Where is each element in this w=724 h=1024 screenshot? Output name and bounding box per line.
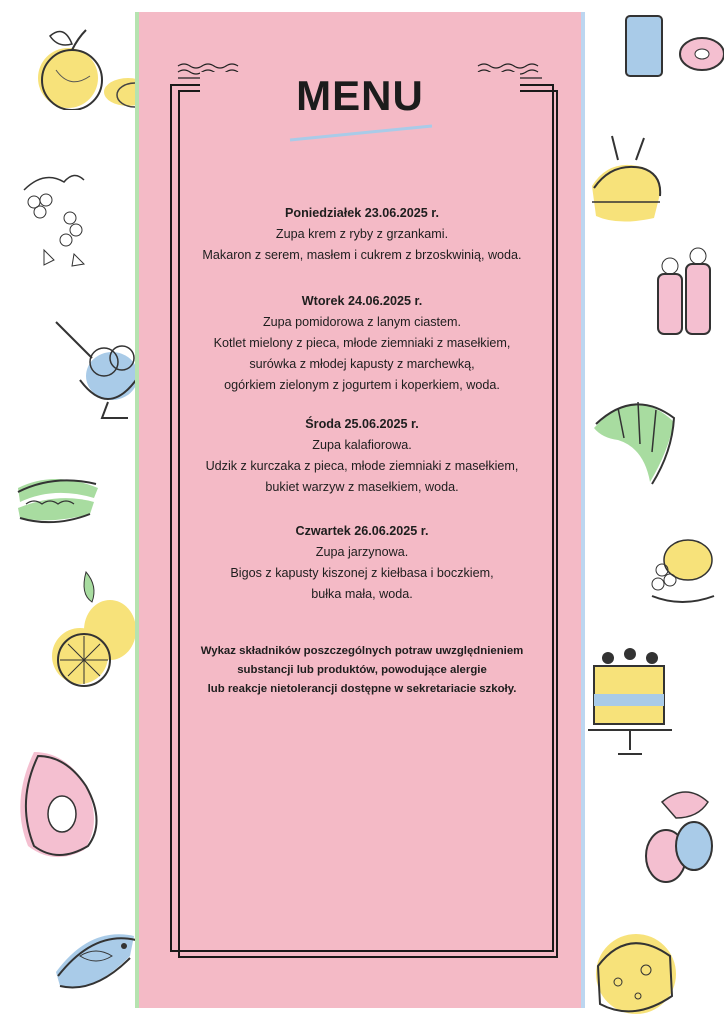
roast-chicken-icon xyxy=(588,130,668,226)
dish-line: Kotlet mielony z pieca, młode ziemniaki z masełkiem, xyxy=(213,336,511,350)
left-decoration-column xyxy=(0,0,136,1024)
dish-line: ogórkiem zielonym z jogurtem i koperkiem, woda. xyxy=(224,378,500,392)
cake-icon xyxy=(588,640,674,760)
dish-line: Zupa krem z ryby z grzankami. xyxy=(275,227,449,241)
dish-line: surówka z młodej kapusty z marchewką, xyxy=(249,357,475,371)
day-name: Wtorek 24.06.2025 r. xyxy=(301,294,423,308)
note-line: Wykaz składników poszczególnych potraw uwzględnieniem xyxy=(200,645,524,657)
dish-line: Zupa pomidorowa z lanym ciastem. xyxy=(262,315,462,329)
salt-pepper-icon xyxy=(652,234,716,342)
day-tuesday xyxy=(174,291,550,396)
note-line: lub reakcje nietolerancji dostępne w sekretariacie szkoły. xyxy=(207,683,517,695)
grapes-icon xyxy=(14,160,94,270)
cheese-icon xyxy=(588,926,678,1016)
note-line: substancji lub produktów, powodujące alergie xyxy=(237,664,487,676)
avocado-icon xyxy=(14,742,104,866)
dish-line: bukiet warzyw z masełkiem, woda. xyxy=(265,480,459,494)
croissant-icon xyxy=(588,388,680,488)
day-name: Środa 25.06.2025 r. xyxy=(305,417,419,431)
dish-line: Bigos z kapusty kiszonej z kiełbasa i boczkiem, xyxy=(230,566,494,580)
day-name: Poniedziałek 23.06.2025 r. xyxy=(284,206,440,220)
apple-icon xyxy=(20,20,140,110)
figs-icon xyxy=(642,782,716,892)
day-thursday xyxy=(174,521,550,605)
right-decoration-column xyxy=(588,0,724,1024)
dish-line: Udzik z kurczaka z pieca, młode ziemniaki z masełkiem, xyxy=(205,459,519,473)
menu-title: MENU xyxy=(200,72,520,120)
title-underline xyxy=(288,122,436,144)
dish-line: Makaron z serem, masłem i cukrem z brzoskwinią, woda. xyxy=(202,248,522,262)
lemon-icon xyxy=(36,566,140,696)
coffee-donut-icon xyxy=(622,10,724,90)
dish-line: Zupa kalafiorowa. xyxy=(312,438,412,452)
sandwich-icon xyxy=(14,468,104,538)
dish-line: bułka mała, woda. xyxy=(311,587,413,601)
allergen-note xyxy=(174,642,550,699)
day-wednesday xyxy=(174,414,550,498)
fish-icon xyxy=(50,916,140,996)
day-monday xyxy=(174,203,550,266)
fruit-bowl-icon xyxy=(648,530,716,610)
ice-cream-icon xyxy=(52,318,138,428)
day-name: Czwartek 26.06.2025 r. xyxy=(295,524,429,538)
dish-line: Zupa jarzynowa. xyxy=(315,545,409,559)
